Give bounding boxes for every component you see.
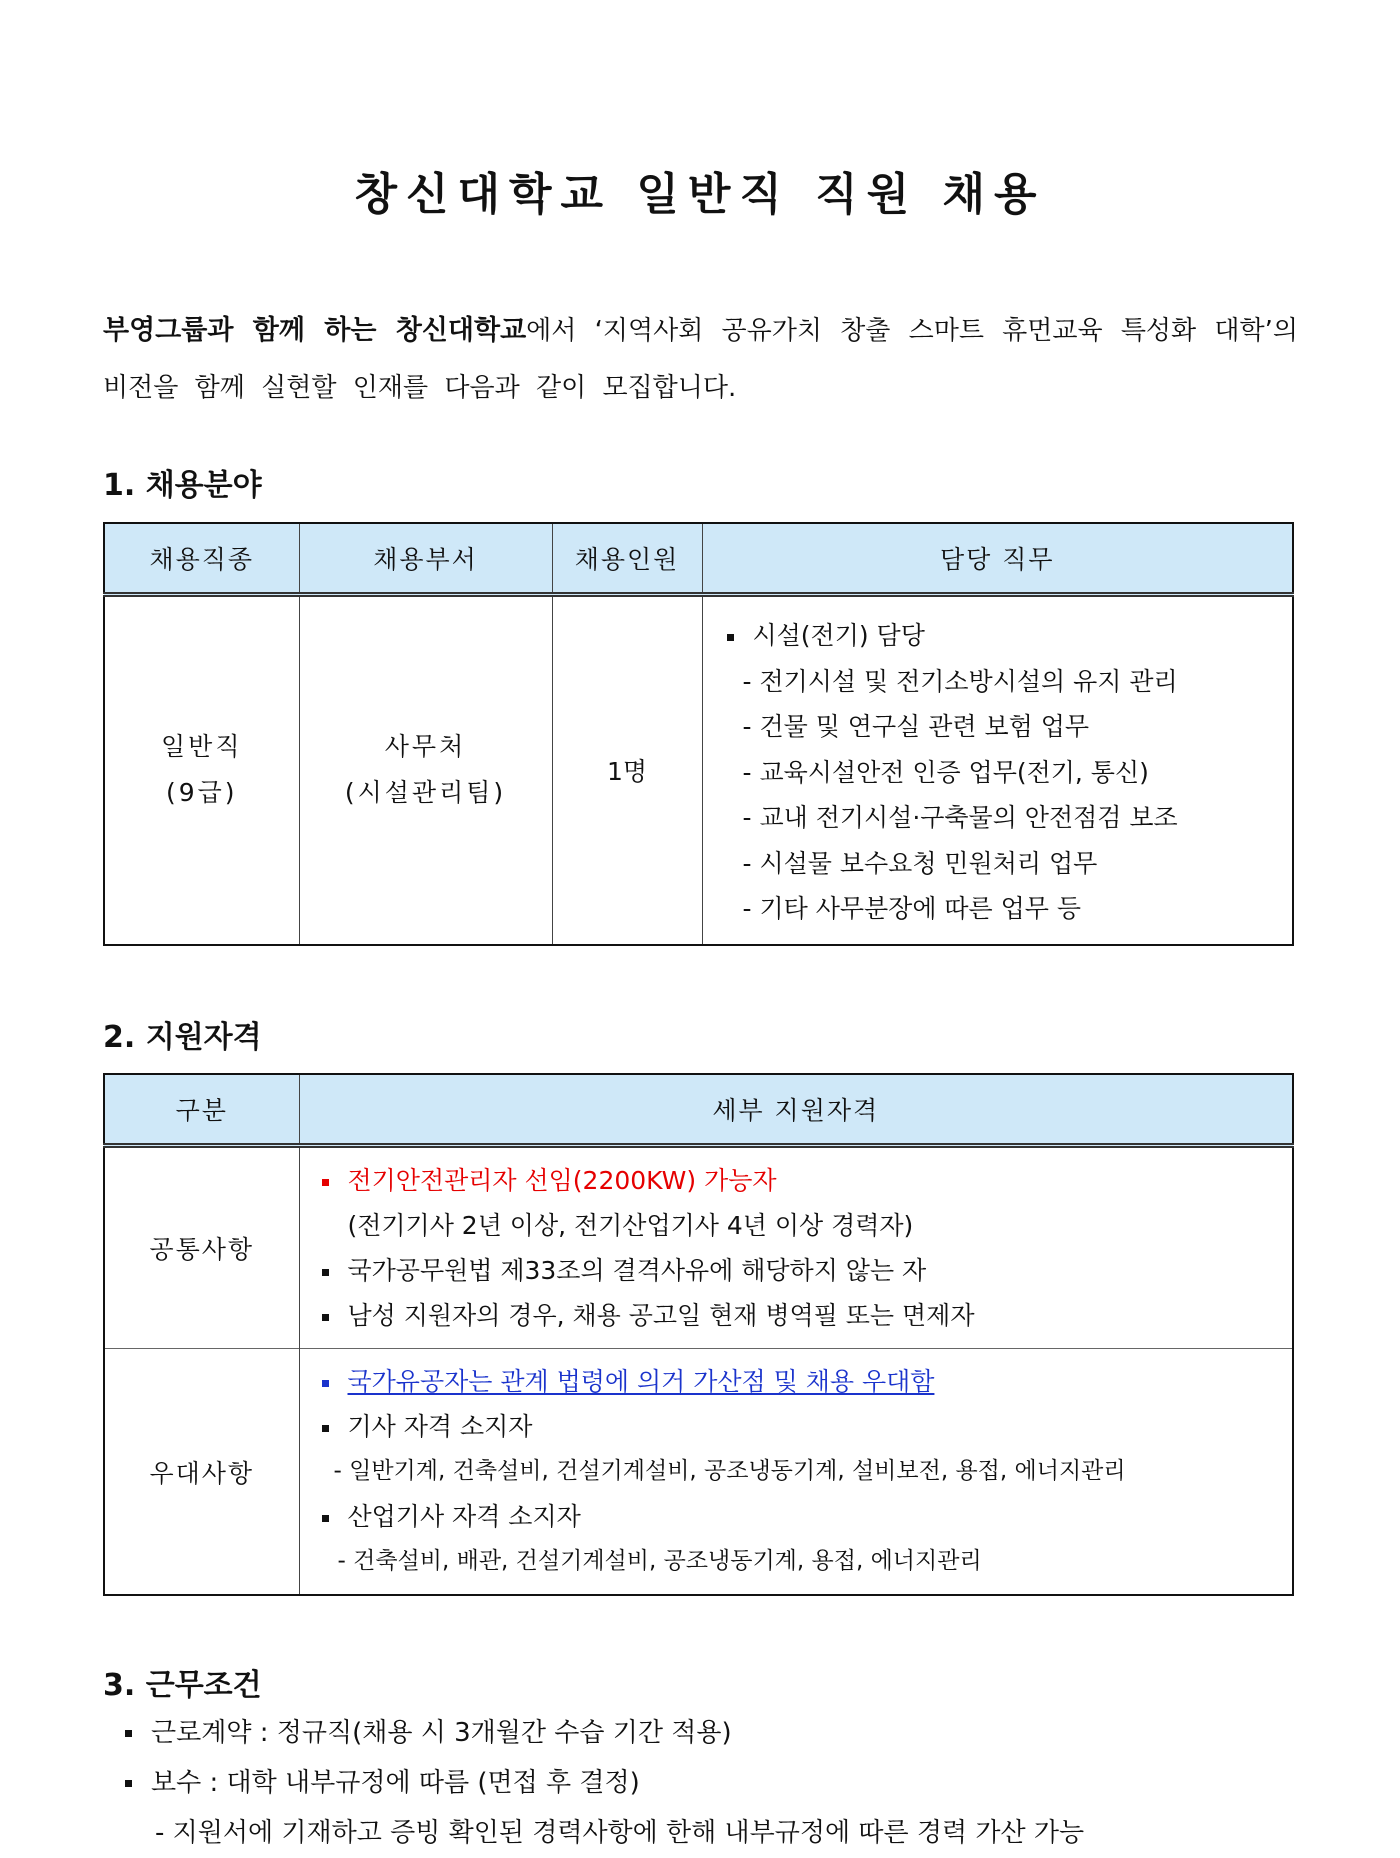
pref-item: 산업기사 자격 소지자 bbox=[322, 1494, 1293, 1539]
intro-paragraph bbox=[103, 302, 1298, 417]
pref-item-sub: - 건축설비, 배관, 건설기계설비, 공조냉동기계, 용접, 에너지관리 bbox=[337, 1548, 982, 1574]
preference-label: 우대사항 bbox=[104, 1349, 299, 1596]
common-item: 국가공무원법 제33조의 결격사유에 해당하지 않는 자 bbox=[322, 1248, 1293, 1293]
header-category: 구분 bbox=[104, 1074, 299, 1146]
header-duties: 담당 직무 bbox=[702, 523, 1293, 595]
headcount-cell: 1명 bbox=[552, 595, 702, 945]
bullet-icon bbox=[125, 1708, 151, 1758]
section-heading-work-conditions: 3. 근무조건 bbox=[103, 1668, 262, 1703]
intro-text: 에서 ‘지역사회 공유가치 창출 스마트 휴먼교육 특성화 대학’의 비전을 함께 실현할 인재를 다음과 같이 모집합니다. bbox=[103, 316, 1298, 403]
common-label: 공통사항 bbox=[149, 1235, 255, 1264]
preference-details bbox=[299, 1349, 1293, 1596]
common-row bbox=[104, 1146, 1293, 1349]
pref-item: 기사 자격 소지자 bbox=[322, 1404, 1293, 1449]
common-red-item: 전기안전관리자 선임(2200KW) 가능자 bbox=[322, 1158, 1293, 1203]
duty-item: - 시설물 보수요청 민원처리 업무 bbox=[742, 848, 1098, 878]
page-title: 창신대학교 일반직 직원 채용 bbox=[354, 169, 1046, 220]
section-heading-recruitment-field: 1. 채용분야 bbox=[103, 468, 262, 503]
duties-cell bbox=[702, 595, 1293, 945]
job-type-cell: 일반직 (9급) bbox=[161, 732, 243, 808]
section-heading-qualifications: 2. 지원자격 bbox=[103, 1020, 262, 1055]
bullet-icon bbox=[322, 1293, 348, 1338]
bullet-icon bbox=[322, 1359, 348, 1404]
duty-item: - 건물 및 연구실 관련 보험 업무 bbox=[742, 712, 1090, 741]
condition-item: 근로계약 : 정규직(채용 시 3개월간 수습 기간 적용) bbox=[125, 1708, 1305, 1758]
bullet-icon bbox=[322, 1158, 348, 1203]
work-conditions-list bbox=[125, 1708, 1305, 1858]
header-details: 세부 지원자격 bbox=[299, 1074, 1293, 1146]
header-job-type: 채용직종 bbox=[104, 523, 299, 595]
condition-item: 보수 : 대학 내부규정에 따름 (면접 후 결정) bbox=[125, 1758, 1305, 1808]
header-department: 채용부서 bbox=[299, 523, 552, 595]
common-details bbox=[299, 1146, 1293, 1349]
recruitment-table bbox=[103, 522, 1294, 946]
pref-blue-item: 국가유공자는 관계 법령에 의거 가산점 및 채용 우대함 bbox=[322, 1359, 1293, 1404]
recruitment-row bbox=[104, 595, 1293, 945]
pref-item-sub: - 일반기계, 건축설비, 건설기계설비, 공조냉동기계, 설비보전, 용접, 에너지관리 bbox=[333, 1458, 1126, 1484]
condition-item-sub: - 지원서에 기재하고 증빙 확인된 경력사항에 한해 내부규정에 따른 경력 가산 가능 bbox=[155, 1818, 1085, 1848]
duty-item: - 전기시설 및 전기소방시설의 유지 관리 bbox=[742, 666, 1178, 696]
department-cell: 사무처 (시설관리팀) bbox=[299, 595, 552, 945]
bullet-icon bbox=[322, 1494, 348, 1539]
common-item: 남성 지원자의 경우, 채용 공고일 현재 병역필 또는 면제자 bbox=[322, 1293, 1293, 1338]
preference-row bbox=[104, 1349, 1293, 1596]
intro-bold: 부영그룹과 함께 하는 창신대학교 bbox=[103, 315, 527, 346]
bullet-icon bbox=[727, 613, 753, 659]
duty-item: - 기타 사무분장에 따른 업무 등 bbox=[742, 894, 1082, 923]
bullet-icon bbox=[322, 1404, 348, 1449]
qualifications-table bbox=[103, 1073, 1294, 1596]
duty-item: - 교내 전기시설·구축물의 안전점검 보조 bbox=[742, 803, 1178, 832]
duty-item: - 교육시설안전 인증 업무(전기, 통신) bbox=[742, 757, 1149, 787]
qualifications-table-header bbox=[104, 1074, 1293, 1146]
bullet-icon bbox=[125, 1758, 151, 1808]
common-red-sub: (전기기사 2년 이상, 전기산업기사 4년 이상 경력자) bbox=[347, 1211, 914, 1240]
duty-title: 시설(전기) 담당 bbox=[727, 613, 1293, 659]
recruitment-table-header bbox=[104, 523, 1293, 595]
header-headcount: 채용인원 bbox=[552, 523, 702, 595]
bullet-icon bbox=[322, 1248, 348, 1293]
